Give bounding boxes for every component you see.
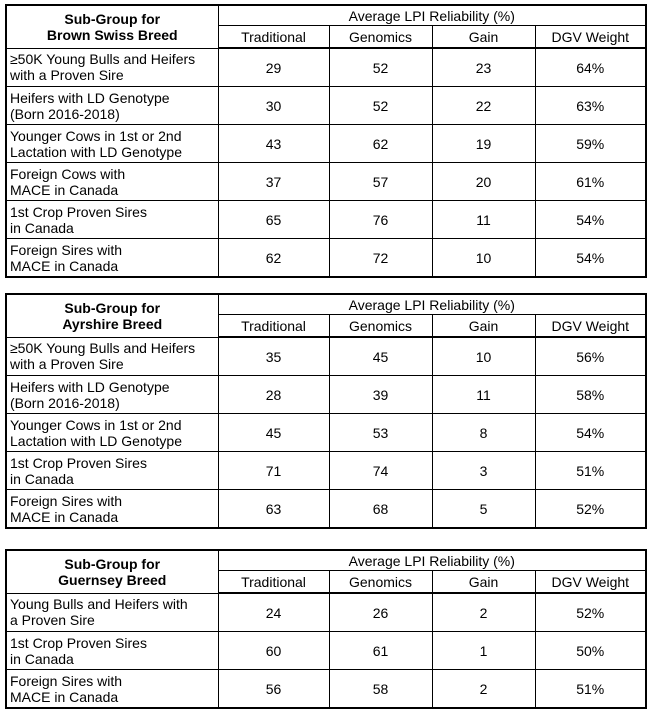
genomics-cell: 26 xyxy=(329,593,432,632)
row-label: Foreign Sires with MACE in Canada xyxy=(6,239,218,278)
ayrshire-table xyxy=(5,293,647,529)
gain-cell: 20 xyxy=(432,163,535,201)
table-row xyxy=(6,490,646,529)
table-row xyxy=(6,48,646,87)
gain-cell: 3 xyxy=(432,452,535,490)
subgroup-header-line1: Sub-Group for xyxy=(64,299,161,316)
col-genomics: Genomics xyxy=(329,26,432,49)
row-label: 1st Crop Proven Sires in Canada xyxy=(6,632,218,670)
row-label: Foreign Cows with MACE in Canada xyxy=(6,163,218,201)
dgv-weight-cell: 54% xyxy=(535,414,646,452)
col-dgv-weight: DGV Weight xyxy=(535,571,646,594)
traditional-cell: 56 xyxy=(218,670,329,709)
genomics-cell: 68 xyxy=(329,490,432,529)
gain-cell: 22 xyxy=(432,87,535,125)
gain-cell: 11 xyxy=(432,201,535,239)
col-traditional: Traditional xyxy=(218,26,329,49)
genomics-cell: 53 xyxy=(329,414,432,452)
row-label: Foreign Sires with MACE in Canada xyxy=(6,670,218,709)
reliability-header: Average LPI Reliability (%) xyxy=(218,294,646,315)
col-genomics: Genomics xyxy=(329,315,432,338)
genomics-cell: 72 xyxy=(329,239,432,278)
genomics-cell: 62 xyxy=(329,125,432,163)
gain-cell: 2 xyxy=(432,670,535,709)
reliability-header: Average LPI Reliability (%) xyxy=(218,5,646,26)
row-label: Heifers with LD Genotype (Born 2016-2018) xyxy=(6,87,218,125)
dgv-weight-cell: 59% xyxy=(535,125,646,163)
table-row xyxy=(6,337,646,376)
subgroup-header-line2: Brown Swiss Breed xyxy=(46,26,178,43)
col-traditional: Traditional xyxy=(218,315,329,338)
dgv-weight-cell: 52% xyxy=(535,490,646,529)
col-gain: Gain xyxy=(432,315,535,338)
table-row xyxy=(6,414,646,452)
dgv-weight-cell: 64% xyxy=(535,48,646,87)
row-label: Heifers with LD Genotype (Born 2016-2018) xyxy=(6,376,218,414)
row-label: 1st Crop Proven Sires in Canada xyxy=(6,201,218,239)
table-row xyxy=(6,239,646,278)
genomics-cell: 52 xyxy=(329,48,432,87)
row-label: Younger Cows in 1st or 2nd Lactation with LD Genotype xyxy=(6,125,218,163)
table-row xyxy=(6,452,646,490)
dgv-weight-cell: 58% xyxy=(535,376,646,414)
genomics-cell: 52 xyxy=(329,87,432,125)
genomics-cell: 58 xyxy=(329,670,432,709)
dgv-weight-cell: 50% xyxy=(535,632,646,670)
row-label: Foreign Sires with MACE in Canada xyxy=(6,490,218,529)
row-label: ≥50K Young Bulls and Heifers with a Proven Sire xyxy=(6,337,218,376)
dgv-weight-cell: 54% xyxy=(535,201,646,239)
table-row xyxy=(6,201,646,239)
subgroup-header-line1: Sub-Group for xyxy=(64,555,161,572)
table-row xyxy=(6,125,646,163)
col-gain: Gain xyxy=(432,26,535,49)
genomics-cell: 57 xyxy=(329,163,432,201)
table-row xyxy=(6,670,646,709)
genomics-cell: 76 xyxy=(329,201,432,239)
dgv-weight-cell: 61% xyxy=(535,163,646,201)
row-label: 1st Crop Proven Sires in Canada xyxy=(6,452,218,490)
traditional-cell: 65 xyxy=(218,201,329,239)
traditional-cell: 28 xyxy=(218,376,329,414)
traditional-cell: 45 xyxy=(218,414,329,452)
traditional-cell: 60 xyxy=(218,632,329,670)
dgv-weight-cell: 51% xyxy=(535,670,646,709)
table-row xyxy=(6,593,646,632)
traditional-cell: 30 xyxy=(218,87,329,125)
col-dgv-weight: DGV Weight xyxy=(535,315,646,338)
subgroup-header-line1: Sub-Group for xyxy=(64,10,161,27)
dgv-weight-cell: 51% xyxy=(535,452,646,490)
gain-cell: 19 xyxy=(432,125,535,163)
guernsey-table xyxy=(5,549,647,709)
traditional-cell: 63 xyxy=(218,490,329,529)
traditional-cell: 43 xyxy=(218,125,329,163)
table-row xyxy=(6,163,646,201)
subgroup-header xyxy=(6,550,218,593)
subgroup-header xyxy=(6,5,218,48)
dgv-weight-cell: 63% xyxy=(535,87,646,125)
genomics-cell: 74 xyxy=(329,452,432,490)
row-label: ≥50K Young Bulls and Heifers with a Proven Sire xyxy=(6,48,218,87)
dgv-weight-cell: 56% xyxy=(535,337,646,376)
gain-cell: 11 xyxy=(432,376,535,414)
col-traditional: Traditional xyxy=(218,571,329,594)
table-row xyxy=(6,87,646,125)
traditional-cell: 29 xyxy=(218,48,329,87)
table-row xyxy=(6,632,646,670)
table-row xyxy=(6,376,646,414)
genomics-cell: 39 xyxy=(329,376,432,414)
gain-cell: 10 xyxy=(432,239,535,278)
traditional-cell: 35 xyxy=(218,337,329,376)
traditional-cell: 62 xyxy=(218,239,329,278)
dgv-weight-cell: 52% xyxy=(535,593,646,632)
row-label: Young Bulls and Heifers with a Proven Sire xyxy=(6,593,218,632)
traditional-cell: 71 xyxy=(218,452,329,490)
genomics-cell: 45 xyxy=(329,337,432,376)
dgv-weight-cell: 54% xyxy=(535,239,646,278)
gain-cell: 8 xyxy=(432,414,535,452)
col-genomics: Genomics xyxy=(329,571,432,594)
brown-swiss-table xyxy=(5,4,647,278)
gain-cell: 1 xyxy=(432,632,535,670)
col-dgv-weight: DGV Weight xyxy=(535,26,646,49)
gain-cell: 5 xyxy=(432,490,535,529)
traditional-cell: 37 xyxy=(218,163,329,201)
subgroup-header xyxy=(6,294,218,337)
subgroup-header-line2: Guernsey Breed xyxy=(58,571,167,588)
subgroup-header-line2: Ayrshire Breed xyxy=(62,315,163,332)
gain-cell: 10 xyxy=(432,337,535,376)
genomics-cell: 61 xyxy=(329,632,432,670)
gain-cell: 2 xyxy=(432,593,535,632)
reliability-header: Average LPI Reliability (%) xyxy=(218,550,646,571)
gain-cell: 23 xyxy=(432,48,535,87)
row-label: Younger Cows in 1st or 2nd Lactation with LD Genotype xyxy=(6,414,218,452)
traditional-cell: 24 xyxy=(218,593,329,632)
col-gain: Gain xyxy=(432,571,535,594)
